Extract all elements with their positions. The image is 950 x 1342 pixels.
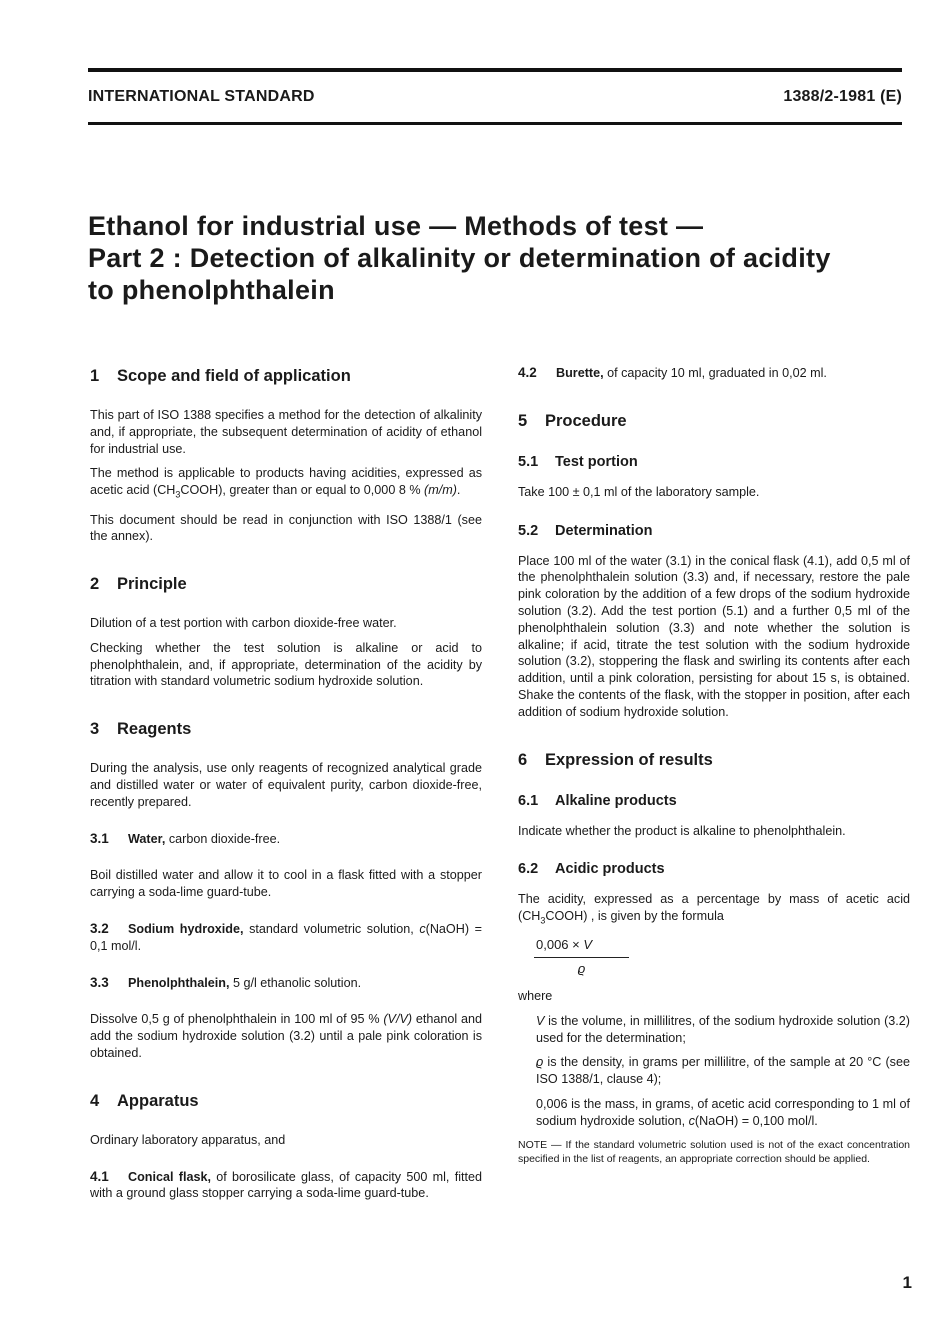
item-4-1: 4.1 Conical flask, of borosilicate glass, of capacity 500 ml, fitted with a ground glass stopper carrying a soda-lime guard-tube.	[90, 1168, 482, 1201]
subsection-6-1-heading: 6.1 Alkaline products	[518, 792, 677, 809]
definition-density: ϱ is the density, in grams per millilitre, of the sample at 20 °C (see ISO 1388/1, clause 4);	[536, 1055, 910, 1087]
subsection-5-2-para: Place 100 ml of the water (3.1) in the conical flask (4.1), add 0,5 ml of the phenolphthalein solution (3.3) and, if necessary, restore the pale pink coloration by the addition of a few drops of the sodium hydroxide solution (3.2). Add the test portion (5.1) and a further 0,5 ml of the phenolphthalein solution (3.3) and note whether the solution is alkaline; if acid, titrate the test solution with the sodium hydroxide solution (3.2), stoppering the flask and swirling its contents after each addition, until a pink coloration, persisting for about 15 s, is obtained. Shake the contents of the flask, with the stopper in position, after each addition of sodium hydroxide solution.	[518, 553, 910, 719]
section-1-para-1: This part of ISO 1388 specifies a method for the detection of alkalinity and, if appropriate, the subsequent determination of acidity of ethanol for industrial use.	[90, 408, 482, 456]
document-type: INTERNATIONAL STANDARD	[88, 88, 315, 105]
item-3-2: 3.2 Sodium hydroxide, standard volumetric solution, c(NaOH) = 0,1 mol/l.	[90, 921, 483, 953]
item-3-1-para: Boil distilled water and allow it to cool in a flask fitted with a stopper carrying a soda-lime guard-tube.	[90, 868, 482, 900]
header-rule-bottom	[88, 122, 902, 125]
section-1-para-2: The method is applicable to products having acidities, expressed as acetic acid $(CH_3COOH)$, greater than or equal to 0,000 8 % (m/m).	[90, 466, 482, 500]
section-1-para-3: This document should be read in conjunction with ISO 1388/1 (see the annex).	[90, 512, 482, 544]
formula-denominator: ϱ	[577, 961, 586, 977]
definition-mass: 0,006 is the mass, in grams, of acetic acid corresponding to 1 ml of sodium hydroxide solution, c(NaOH) = 0,100 mol/l.	[536, 1097, 910, 1128]
where-label: where	[518, 989, 553, 1004]
section-4-heading: 4 Apparatus	[90, 1091, 199, 1110]
subsection-5-2-heading: 5.2 Determination	[518, 522, 653, 539]
item-3-3: 3.3 Phenolphthalein, 5 g/l ethanolic solution.	[90, 974, 362, 990]
subsection-6-2-heading: 6.2 Acidic products	[518, 861, 665, 878]
header-rule-top	[88, 68, 902, 72]
item-3-1: 3.1 Water, carbon dioxide-free.	[90, 830, 281, 846]
subsection-6-1-para: Indicate whether the product is alkaline to phenolphthalein.	[518, 823, 846, 838]
left-column	[90, 365, 482, 1210]
item-3-3-para: Dissolve 0,5 g of phenolphthalein in 100 ml of 95 % (V/V) ethanol and add the sodium hydroxide solution (3.2) until a pale pink coloration is obtained.	[90, 1012, 483, 1061]
section-2-para-1: Dilution of a test portion with carbon dioxide-free water.	[90, 616, 397, 631]
subsection-5-1-heading: 5.1 Test portion	[518, 453, 638, 470]
section-3-para-1: During the analysis, use only reagents of recognized analytical grade and distilled water or water of equivalent purity, carbon dioxide-free, recently prepared.	[90, 761, 482, 809]
acidity-formula	[534, 937, 629, 978]
right-column	[518, 365, 910, 1166]
section-4-para-1: Ordinary laboratory apparatus, and	[90, 1132, 286, 1147]
section-6-heading: 6 Expression of results	[518, 750, 713, 769]
title-line-3: to phenolphthalein	[88, 275, 335, 305]
page-number: 1	[902, 1273, 912, 1292]
subsection-5-1-para: Take 100 ± 0,1 ml of the laboratory sample.	[518, 484, 760, 499]
note: NOTE — If the standard volumetric solution used is not of the exact concentration specified in the list of reagents, an appropriate correction should be applied.	[518, 1138, 910, 1165]
formula-numerator: 0,006 × V	[534, 937, 629, 958]
title-line-1: Ethanol for industrial use — Methods of test —	[88, 211, 704, 241]
standard-number: 1388/2-1981 (E)	[783, 88, 902, 105]
title-line-2: Part 2 : Detection of alkalinity or determination of acidity	[88, 243, 831, 273]
document-title	[88, 210, 908, 306]
section-2-heading: 2 Principle	[90, 575, 187, 594]
section-5-heading: 5 Procedure	[518, 411, 627, 430]
section-3-heading: 3 Reagents	[90, 720, 192, 739]
section-1-heading: 1 Scope and field of application	[90, 367, 351, 385]
definition-volume: V is the volume, in millilitres, of the sodium hydroxide solution (3.2) used for the determination;	[536, 1013, 910, 1045]
subsection-6-2-para: The acidity, expressed as a percentage by mass of acetic acid $(CH_3COOH)$ , is given by the formula	[518, 892, 910, 926]
item-4-2: 4.2 Burette, of capacity 10 ml, graduated in 0,02 ml.	[518, 365, 827, 380]
section-2-para-2: Checking whether the test solution is alkaline or acid to phenolphthalein, and, if appropriate, determination of the acidity by titration with standard volumetric sodium hydroxide solution.	[90, 640, 482, 689]
